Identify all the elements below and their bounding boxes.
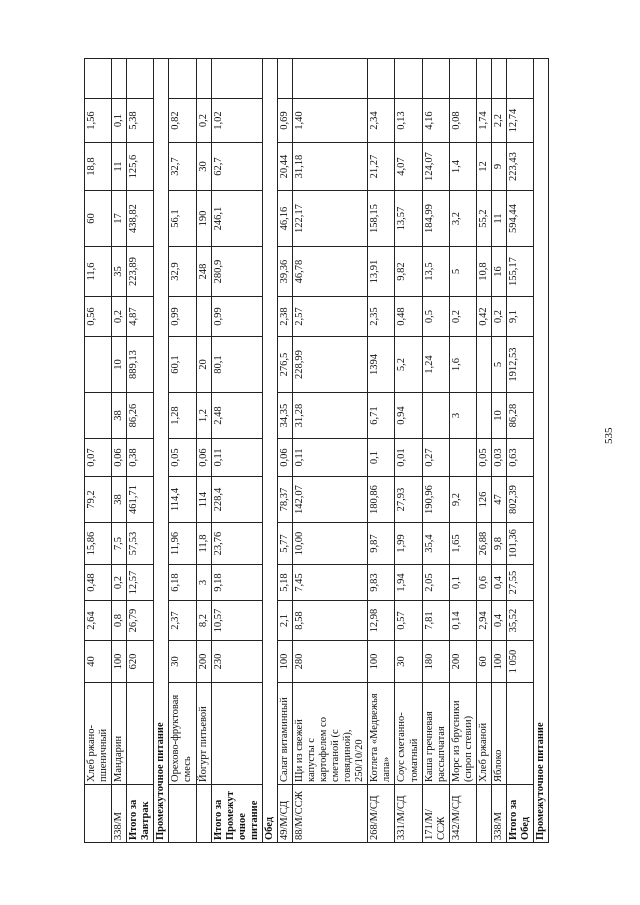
table-cell: 230 xyxy=(211,641,262,683)
table-row xyxy=(292,59,367,843)
table-cell: 0,08 xyxy=(449,99,476,143)
page-number: 535 xyxy=(603,427,615,444)
table-cell: 0,2 xyxy=(196,99,211,143)
dish-name: Соус сметанно-томатный xyxy=(395,683,422,785)
table-cell: 7,5 xyxy=(112,523,127,565)
table-cell: 2,94 xyxy=(476,601,491,641)
table-cell: 2,48 xyxy=(211,393,262,439)
table-cell: 1,02 xyxy=(211,99,262,143)
table-cell: 158,15 xyxy=(368,191,395,247)
table-cell: 0,06 xyxy=(196,439,211,477)
table-cell: 86,28 xyxy=(506,393,533,439)
table-cell: 8,2 xyxy=(196,601,211,641)
table-cell: 190,96 xyxy=(422,477,449,523)
table-cell: 122,17 xyxy=(292,191,367,247)
table-cell: 280,9 xyxy=(211,247,262,297)
dish-name: Хлеб ржаной xyxy=(476,683,491,785)
table-cell: 1,24 xyxy=(422,337,449,393)
table-cell: 100 xyxy=(491,641,506,683)
table-cell: 11 xyxy=(491,191,506,247)
dish-name: Хлеб ржано-пшеничный xyxy=(85,683,112,785)
section-row xyxy=(154,59,169,843)
table-cell: 4,07 xyxy=(395,143,422,191)
table-cell: 2,57 xyxy=(292,297,367,337)
table-cell: 0,5 xyxy=(422,297,449,337)
table-body xyxy=(85,59,549,843)
table-cell: 114,4 xyxy=(169,477,196,523)
table-row xyxy=(196,59,211,843)
table-cell: 0,8 xyxy=(112,601,127,641)
table-cell: 5 xyxy=(491,337,506,393)
table-cell: 2,38 xyxy=(277,297,292,337)
table-cell: 2,05 xyxy=(422,565,449,601)
table-cell: 12,98 xyxy=(368,601,395,641)
table-row xyxy=(169,59,196,843)
table-cell: 32,9 xyxy=(169,247,196,297)
table-cell xyxy=(196,297,211,337)
table-cell: 2,35 xyxy=(368,297,395,337)
table-cell: 9 xyxy=(491,143,506,191)
table-cell: 13,91 xyxy=(368,247,395,297)
table-cell: 23,76 xyxy=(211,523,262,565)
table-cell: 13,5 xyxy=(422,247,449,297)
table-cell: 3 xyxy=(196,565,211,601)
section-title: Промежуточное питание xyxy=(534,59,549,843)
table-cell xyxy=(476,337,491,393)
recipe-code xyxy=(196,785,211,843)
table-cell: 0,48 xyxy=(395,297,422,337)
table-cell: 27,55 xyxy=(506,565,533,601)
table-cell: 3,2 xyxy=(449,191,476,247)
table-cell: 594,44 xyxy=(506,191,533,247)
table-cell: 184,99 xyxy=(422,191,449,247)
table-cell: 31,18 xyxy=(292,143,367,191)
table-cell: 0,94 xyxy=(395,393,422,439)
recipe-code: 338/М xyxy=(491,785,506,843)
empty-cell xyxy=(368,59,395,99)
table-cell: 18,8 xyxy=(85,143,112,191)
table-cell: 78,37 xyxy=(277,477,292,523)
empty-cell xyxy=(506,59,533,99)
table-cell: 26,79 xyxy=(127,601,154,641)
table-cell: 9,18 xyxy=(211,565,262,601)
table-cell: 46,78 xyxy=(292,247,367,297)
table-cell: 10,8 xyxy=(476,247,491,297)
table-cell: 12,57 xyxy=(127,565,154,601)
section-title: Промежуточное питание xyxy=(154,59,169,843)
table-cell: 86,26 xyxy=(127,393,154,439)
table-cell: 101,36 xyxy=(506,523,533,565)
total-row xyxy=(506,59,533,843)
table-cell: 11 xyxy=(112,143,127,191)
recipe-code: 49/М/СД xyxy=(277,785,292,843)
empty-cell xyxy=(395,59,422,99)
table-cell: 2,64 xyxy=(85,601,112,641)
table-cell: 5,18 xyxy=(277,565,292,601)
table-cell: 27,93 xyxy=(395,477,422,523)
table-cell: 6,18 xyxy=(169,565,196,601)
table-cell: 100 xyxy=(112,641,127,683)
table-cell: 10 xyxy=(491,393,506,439)
table-cell: 0,99 xyxy=(169,297,196,337)
table-cell: 0,11 xyxy=(292,439,367,477)
total-row xyxy=(127,59,154,843)
table-cell: 55,2 xyxy=(476,191,491,247)
table-row xyxy=(368,59,395,843)
table-cell: 0,69 xyxy=(277,99,292,143)
table-cell: 228,99 xyxy=(292,337,367,393)
table-cell: 20 xyxy=(196,337,211,393)
table-cell: 155,17 xyxy=(506,247,533,297)
table-row xyxy=(112,59,127,843)
table-row xyxy=(476,59,491,843)
table-cell: 2,1 xyxy=(277,601,292,641)
table-cell xyxy=(85,393,112,439)
table-cell: 13,57 xyxy=(395,191,422,247)
table-cell: 1 050 xyxy=(506,641,533,683)
table-cell: 0,57 xyxy=(395,601,422,641)
table-cell: 0,48 xyxy=(85,565,112,601)
table-cell: 246,1 xyxy=(211,191,262,247)
table-cell: 31,28 xyxy=(292,393,367,439)
table-cell: 39,36 xyxy=(277,247,292,297)
table-cell: 200 xyxy=(196,641,211,683)
section-title: Обед xyxy=(262,59,277,843)
table-cell: 47 xyxy=(491,477,506,523)
table-cell: 46,16 xyxy=(277,191,292,247)
table-cell: 9,1 xyxy=(506,297,533,337)
table-row xyxy=(449,59,476,843)
table-row xyxy=(277,59,292,843)
table-cell: 5 xyxy=(449,247,476,297)
rotated-table-container xyxy=(84,63,562,843)
empty-cell xyxy=(169,59,196,99)
table-cell: 5,2 xyxy=(395,337,422,393)
table-cell: 0,2 xyxy=(491,297,506,337)
dish-name: Щи из свежей капусты с картофелем со сметаной (с говядиной), 250/10/20 xyxy=(292,683,367,785)
recipe-code: 171/М/ССЖ xyxy=(422,785,449,843)
table-cell: 0,06 xyxy=(277,439,292,477)
table-cell: 17 xyxy=(112,191,127,247)
dish-name xyxy=(211,683,262,785)
table-cell: 32,7 xyxy=(169,143,196,191)
table-cell: 4,16 xyxy=(422,99,449,143)
empty-cell xyxy=(127,59,154,99)
table-cell: 38 xyxy=(112,393,127,439)
table-cell: 0,38 xyxy=(127,439,154,477)
dish-name: Салат витаминный xyxy=(277,683,292,785)
table-cell: 30 xyxy=(169,641,196,683)
table-cell: 8,58 xyxy=(292,601,367,641)
table-cell xyxy=(85,337,112,393)
table-cell: 9,2 xyxy=(449,477,476,523)
recipe-code: 268/М/СД xyxy=(368,785,395,843)
table-cell: 280 xyxy=(292,641,367,683)
table-cell: 0,03 xyxy=(491,439,506,477)
dish-name xyxy=(127,683,154,785)
table-cell: 15,86 xyxy=(85,523,112,565)
table-cell: 180,86 xyxy=(368,477,395,523)
table-row xyxy=(85,59,112,843)
empty-cell xyxy=(491,59,506,99)
table-cell: 190 xyxy=(196,191,211,247)
table-cell: 20,44 xyxy=(277,143,292,191)
table-cell: 9,82 xyxy=(395,247,422,297)
table-cell: 80,1 xyxy=(211,337,262,393)
table-cell: 114 xyxy=(196,477,211,523)
table-cell: 180 xyxy=(422,641,449,683)
table-cell: 62,7 xyxy=(211,143,262,191)
table-cell: 3 xyxy=(449,393,476,439)
empty-cell xyxy=(422,59,449,99)
table-cell: 10,57 xyxy=(211,601,262,641)
table-cell: 223,43 xyxy=(506,143,533,191)
empty-cell xyxy=(112,59,127,99)
table-cell: 1,40 xyxy=(292,99,367,143)
table-cell: 12,74 xyxy=(506,99,533,143)
recipe-code: 342/М/СД xyxy=(449,785,476,843)
table-cell: 802,39 xyxy=(506,477,533,523)
empty-cell xyxy=(292,59,367,99)
table-cell xyxy=(422,393,449,439)
table-cell: 1,99 xyxy=(395,523,422,565)
table-cell: 30 xyxy=(196,143,211,191)
table-cell: 1,94 xyxy=(395,565,422,601)
table-cell: 0,05 xyxy=(169,439,196,477)
table-cell: 26,88 xyxy=(476,523,491,565)
dish-name: Котлета «Медвежья лапа» xyxy=(368,683,395,785)
table-cell: 34,35 xyxy=(277,393,292,439)
table-cell: 0,05 xyxy=(476,439,491,477)
table-cell: 620 xyxy=(127,641,154,683)
table-cell: 1,28 xyxy=(169,393,196,439)
table-cell: 1,56 xyxy=(85,99,112,143)
empty-cell xyxy=(449,59,476,99)
table-cell: 10 xyxy=(112,337,127,393)
table-cell: 1,4 xyxy=(449,143,476,191)
empty-cell xyxy=(85,59,112,99)
table-cell: 5,77 xyxy=(277,523,292,565)
table-cell: 57,53 xyxy=(127,523,154,565)
section-row xyxy=(262,59,277,843)
table-cell: 0,63 xyxy=(506,439,533,477)
table-cell: 100 xyxy=(277,641,292,683)
table-cell: 0,82 xyxy=(169,99,196,143)
table-cell: 10,00 xyxy=(292,523,367,565)
table-cell: 0,01 xyxy=(395,439,422,477)
table-cell xyxy=(476,393,491,439)
table-cell: 0,1 xyxy=(449,565,476,601)
table-cell: 200 xyxy=(449,641,476,683)
table-cell: 56,1 xyxy=(169,191,196,247)
table-cell: 100 xyxy=(368,641,395,683)
table-cell: 1,74 xyxy=(476,99,491,143)
table-cell: 9,83 xyxy=(368,565,395,601)
dish-name: Йогурт питьевой xyxy=(196,683,211,785)
table-cell: 7,81 xyxy=(422,601,449,641)
recipe-code xyxy=(169,785,196,843)
dish-name: Орехово-фруктовая смесь xyxy=(169,683,196,785)
table-cell: 16 xyxy=(491,247,506,297)
empty-cell xyxy=(196,59,211,99)
table-cell: 0,13 xyxy=(395,99,422,143)
table-cell: 223,89 xyxy=(127,247,154,297)
table-cell: 5,38 xyxy=(127,99,154,143)
table-cell: 9,87 xyxy=(368,523,395,565)
table-cell: 0,2 xyxy=(112,297,127,337)
table-cell: 7,45 xyxy=(292,565,367,601)
table-row xyxy=(422,59,449,843)
total-row xyxy=(211,59,262,843)
table-cell: 11,6 xyxy=(85,247,112,297)
empty-cell xyxy=(211,59,262,99)
table-cell: 1912,53 xyxy=(506,337,533,393)
table-cell: 0,1 xyxy=(368,439,395,477)
table-cell: 0,2 xyxy=(112,565,127,601)
table-cell: 0,1 xyxy=(112,99,127,143)
table-cell: 40 xyxy=(85,641,112,683)
table-cell: 248 xyxy=(196,247,211,297)
table-cell: 0,06 xyxy=(112,439,127,477)
recipe-code: 331/М/СД xyxy=(395,785,422,843)
table-cell: 35,4 xyxy=(422,523,449,565)
dish-name: Морс из брусники (сироп стевии) xyxy=(449,683,476,785)
table-cell: 11,8 xyxy=(196,523,211,565)
table-cell: 60 xyxy=(476,641,491,683)
table-cell: 0,6 xyxy=(476,565,491,601)
dish-name: Мандарин xyxy=(112,683,127,785)
table-cell: 276,5 xyxy=(277,337,292,393)
table-cell: 438,82 xyxy=(127,191,154,247)
table-cell: 124,07 xyxy=(422,143,449,191)
table-cell: 0,2 xyxy=(449,297,476,337)
table-cell: 2,2 xyxy=(491,99,506,143)
table-cell: 11,96 xyxy=(169,523,196,565)
recipe-code: 88/М/ССЖ xyxy=(292,785,367,843)
table-cell: 79,2 xyxy=(85,477,112,523)
table-cell: 142,07 xyxy=(292,477,367,523)
table-cell: 0,56 xyxy=(85,297,112,337)
table-cell: 9,8 xyxy=(491,523,506,565)
table-cell: 1,6 xyxy=(449,337,476,393)
table-cell: 0,4 xyxy=(491,565,506,601)
table-cell: 21,27 xyxy=(368,143,395,191)
table-cell: 4,87 xyxy=(127,297,154,337)
recipe-code: Итого за Завтрак xyxy=(127,785,154,843)
table-cell: 60 xyxy=(85,191,112,247)
table-cell: 0,42 xyxy=(476,297,491,337)
table-cell: 0,4 xyxy=(491,601,506,641)
table-cell: 60,1 xyxy=(169,337,196,393)
recipe-code: Итого за Обед xyxy=(506,785,533,843)
empty-cell xyxy=(277,59,292,99)
table-cell: 0,11 xyxy=(211,439,262,477)
recipe-code xyxy=(476,785,491,843)
table-cell: 461,71 xyxy=(127,477,154,523)
table-cell: 126 xyxy=(476,477,491,523)
recipe-code: 338/М xyxy=(112,785,127,843)
table-row xyxy=(491,59,506,843)
table-cell: 6,71 xyxy=(368,393,395,439)
section-row xyxy=(534,59,549,843)
table-cell: 0,14 xyxy=(449,601,476,641)
table-row xyxy=(395,59,422,843)
table-cell: 35,52 xyxy=(506,601,533,641)
table-cell: 125,6 xyxy=(127,143,154,191)
table-cell: 38 xyxy=(112,477,127,523)
table-cell: 228,4 xyxy=(211,477,262,523)
table-cell: 1,2 xyxy=(196,393,211,439)
dish-name: Каша гречневая рассыпчатая xyxy=(422,683,449,785)
table-cell: 1394 xyxy=(368,337,395,393)
table-cell: 0,27 xyxy=(422,439,449,477)
table-cell: 889,13 xyxy=(127,337,154,393)
nutrition-table xyxy=(84,58,549,843)
recipe-code: Итого за Промежуточное питание xyxy=(211,785,262,843)
dish-name xyxy=(506,683,533,785)
table-cell: 12 xyxy=(476,143,491,191)
table-cell: 35 xyxy=(112,247,127,297)
table-cell: 30 xyxy=(395,641,422,683)
table-cell: 0,99 xyxy=(211,297,262,337)
table-cell: 0,07 xyxy=(85,439,112,477)
recipe-code xyxy=(85,785,112,843)
table-cell: 2,37 xyxy=(169,601,196,641)
dish-name: Яблоко xyxy=(491,683,506,785)
empty-cell xyxy=(476,59,491,99)
table-cell: 1,65 xyxy=(449,523,476,565)
table-cell xyxy=(449,439,476,477)
table-cell: 2,34 xyxy=(368,99,395,143)
